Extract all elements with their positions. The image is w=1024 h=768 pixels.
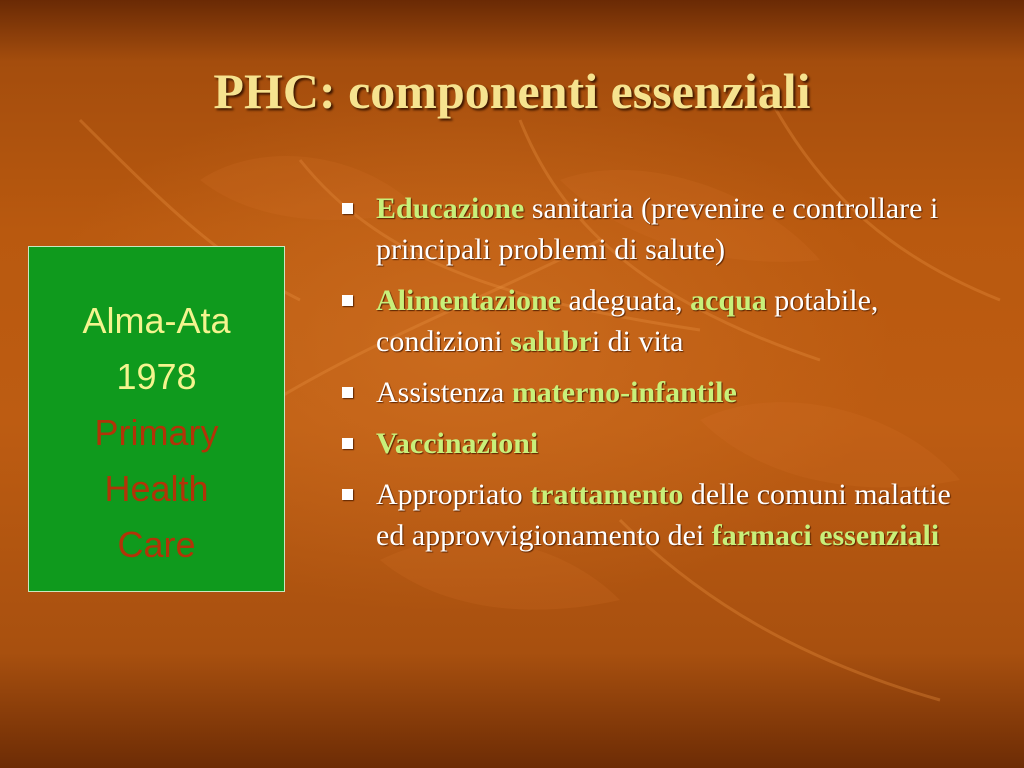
slide-title: PHC: componenti essenziali (213, 63, 811, 119)
square-bullet-icon (342, 489, 353, 500)
square-bullet-icon (342, 295, 353, 306)
item-text: adeguata, (560, 284, 691, 317)
item-text: Assistenza (376, 376, 512, 409)
box-line-primary: Primary (94, 412, 219, 453)
item-text: sanitaria (prevenire e controllare i principali problemi di salute) (376, 192, 939, 266)
bold-term: trattamento (530, 478, 684, 511)
item-text: potabile, condizioni (376, 284, 879, 358)
bold-term: salubr (510, 325, 592, 358)
list-item-trattamento (330, 474, 960, 556)
item-text: i di vita (591, 325, 684, 358)
box-line-alma-ata: Alma-Ata (82, 300, 231, 341)
bold-term: materno-infantile (511, 376, 737, 409)
square-bullet-icon (342, 387, 353, 398)
bold-term: Educazione (376, 192, 525, 225)
bold-term: acqua (690, 284, 767, 317)
bullet-list (330, 188, 960, 566)
alma-ata-box (28, 246, 285, 592)
box-line-health: Health (104, 468, 209, 509)
bold-term: Alimentazione (376, 284, 561, 317)
list-item-educazione (330, 188, 960, 270)
bold-term: farmaci essenziali (711, 519, 940, 552)
list-item-vaccinazioni (330, 423, 960, 464)
list-item-assistenza (330, 372, 960, 413)
square-bullet-icon (342, 438, 353, 449)
list-item-alimentazione (330, 280, 960, 362)
item-text: Appropriato (376, 478, 531, 511)
square-bullet-icon (342, 203, 353, 214)
box-line-care: Care (117, 524, 196, 565)
item-text: delle comuni malattie ed approvvigionamento dei (376, 478, 951, 552)
bold-term: Vaccinazioni (376, 427, 539, 460)
box-line-year: 1978 (116, 356, 197, 397)
